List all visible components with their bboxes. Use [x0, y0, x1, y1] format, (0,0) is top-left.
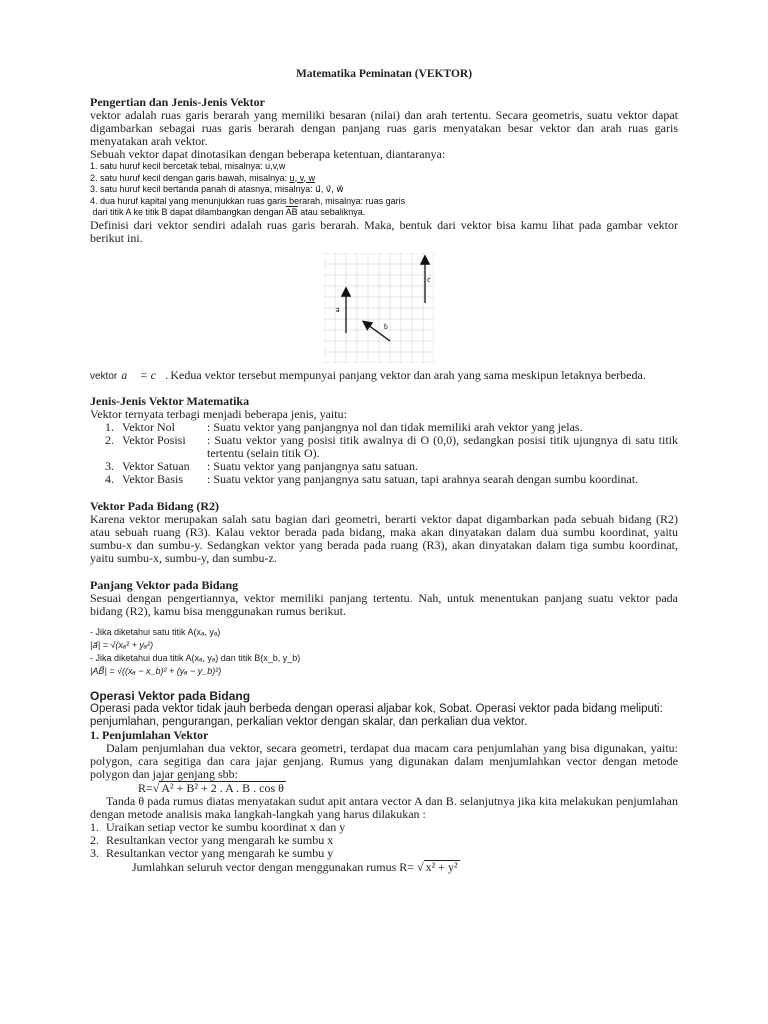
vector-type-list [90, 421, 678, 486]
formula-label: - Jika diketahui dua titik A(xₐ, yₐ) dan titik B(x_b, y_b) [90, 652, 301, 663]
list-item: 4. Vektor Basis : Suatu vektor yang panjangnya satu satuan, tapi arahnya searah dengan sumbu koordinat. [105, 471, 639, 486]
paragraph: Vektor ternyata terbagi menjadi beberapa jenis, yaitu: [90, 406, 347, 421]
vec-prefix: vektor [90, 370, 118, 382]
vector-equality-line [90, 369, 678, 383]
formula: |a⃗| = √(xₐ² + yₐ²) [90, 639, 154, 650]
paragraph: Sesuai dengan pengertiannya, vektor memiliki panjang tertentu. Nah, untuk menentukan panjang suatu vektor pada bidang (R2), kamu bisa menggunakan rumus berikut. [90, 590, 678, 618]
vector-grid-diagram [324, 253, 434, 363]
paragraph: vektor adalah ruas garis berarah yang memiliki besaran (nilai) dan arah tertentu. Secara geometris, suatu vektor dapat digambarkan sebagai ruas garis berarah dengan panjang ruas garis menyatakan besar vektor dan arah ruas garis menyatakan arah vektor. [90, 108, 678, 148]
page-title: Matematika Peminatan (VEKTOR) [295, 68, 473, 80]
paragraph: Definisi dari vektor sendiri adalah ruas garis berarah. Maka, bentuk dari vektor bisa kamu lihat pada gambar vektor berikut ini. [90, 217, 678, 245]
document-page [90, 68, 678, 874]
formula: |AB⃗| = √((xₐ − x_b)² + (yₐ − y_b)²) [90, 665, 222, 676]
notation-item: 4. dua huruf kapital yang menunjukkan ruas garis berarah, misalnya: ruas garis [90, 195, 406, 206]
notation-item: 1. satu huruf kecil bercetak tebal, misalnya: u,v,w [90, 161, 286, 171]
paragraph: Operasi pada vektor tidak jauh berbeda dengan operasi aljabar kok, Sobat. Operasi vektor pada bidang meliputi: penjumlahan, pengurangan, perkalian vektor dengan skalar, dan perkalian dua vektor. [90, 702, 663, 728]
grid [324, 253, 434, 363]
paragraph: Tanda θ pada rumus diatas menyatakan sudut apit antara vector A dan B. selanjutnya jika kita melakukan penjumlahan dengan metode analisis maka langkah-langkah yang harus dilakukan : [90, 793, 678, 821]
section-heading: Panjang Vektor pada Bidang [90, 577, 239, 592]
label-c: c⃗ [427, 277, 431, 284]
label-a: a⃗ [336, 307, 340, 314]
resultant-formula: R=√ A² + B² + 2 . A . B . cos θ [138, 780, 284, 795]
sub-heading: 1. Penjumlahan Vektor [90, 727, 209, 742]
list-item: 3. Resultankan vector yang mengarah ke sumbu y [90, 845, 334, 860]
notation-list [90, 161, 678, 219]
paragraph: Sebuah vektor dapat dinotasikan dengan beberapa ketentuan, diantaranya: [90, 147, 446, 161]
section-heading: Operasi Vektor pada Bidang [90, 688, 251, 703]
final-formula-line: Jumlahkan seluruh vector dengan menggunakan rumus R= √ x² + y² [132, 859, 458, 874]
ab-symbol: $\overline{AB}$ [285, 207, 298, 217]
list-item: 2. Vektor Posisi : Suatu vektor yang posisi titik awalnya di O (0,0), sedangkan posisi titik ujungnya di satu titik tertentu (selain titik O). [105, 432, 678, 460]
section-heading: Pengertian dan Jenis-Jenis Vektor [90, 95, 266, 109]
paragraph: Karena vektor merupakan salah satu bagian dari geometri, berarti vektor dapat digambarkan pada sebuah bidang (R2) atau sebuah ruang (R3). Kalau vektor berada pada bidang, maka akan dinyatakan dalam dua sumbu koordinat, yaitu sumbu-x dan sumbu-y. Sedangkan vektor yang berada pada ruang (R3), akan dinyatakan dalam tiga sumbu koordinat, yaitu sumbu-x, sumbu-y, dan sumbu-z. [90, 511, 678, 565]
notation-item: 2. satu huruf kecil dengan garis bawah, misalnya: u, v, w [90, 172, 315, 183]
length-formulas [90, 626, 678, 678]
list-item: 1. Vektor Nol : Suatu vektor yang panjangnya nol dan tidak memiliki arah vektor yang jelas. [105, 419, 583, 434]
list-item: 1. Uraikan setiap vector ke sumbu koordinat x dan y [90, 819, 346, 834]
notation-item: dari titik A ke titik B dapat dilambangkan dengan $\overline{AB}$ atau sebaliknya. [92, 207, 366, 217]
notation-item: 3. satu huruf kecil bertanda panah di atasnya, misalnya: u⃗, v⃗, w⃗ [90, 184, 344, 194]
formula-label: - Jika diketahui satu titik A(xₐ, yₐ) [90, 626, 221, 637]
label-b: b⃗ [384, 324, 388, 331]
paragraph: Dalam penjumlahan dua vektor, secara geometri, terdapat dua macam cara penjumlahan yang bisa digunakan, yaitu: polygon, cara segitiga dan cara jajar genjang. Rumus yang digunakan dalam menjumlahkan vector dengan metode polygon dan jajar genjang sbb: [90, 740, 678, 781]
section-heading: Vektor Pada Bidang (R2) [90, 498, 220, 513]
vec-text: Kedua vektor tersebut mempunyai panjang vektor dan arah yang sama meskipun letaknya berbeda. [170, 367, 646, 382]
vector-figure [324, 253, 434, 363]
list-item: 2. Resultankan vector yang mengarah ke sumbu x [90, 832, 334, 847]
list-item: 3. Vektor Satuan : Suatu vektor yang panjangnya satu satuan. [105, 458, 418, 473]
section-heading: Jenis-Jenis Vektor Matematika [90, 393, 250, 408]
vec-equation: a⃗ = c⃗. [121, 367, 169, 382]
steps-list [90, 821, 678, 860]
